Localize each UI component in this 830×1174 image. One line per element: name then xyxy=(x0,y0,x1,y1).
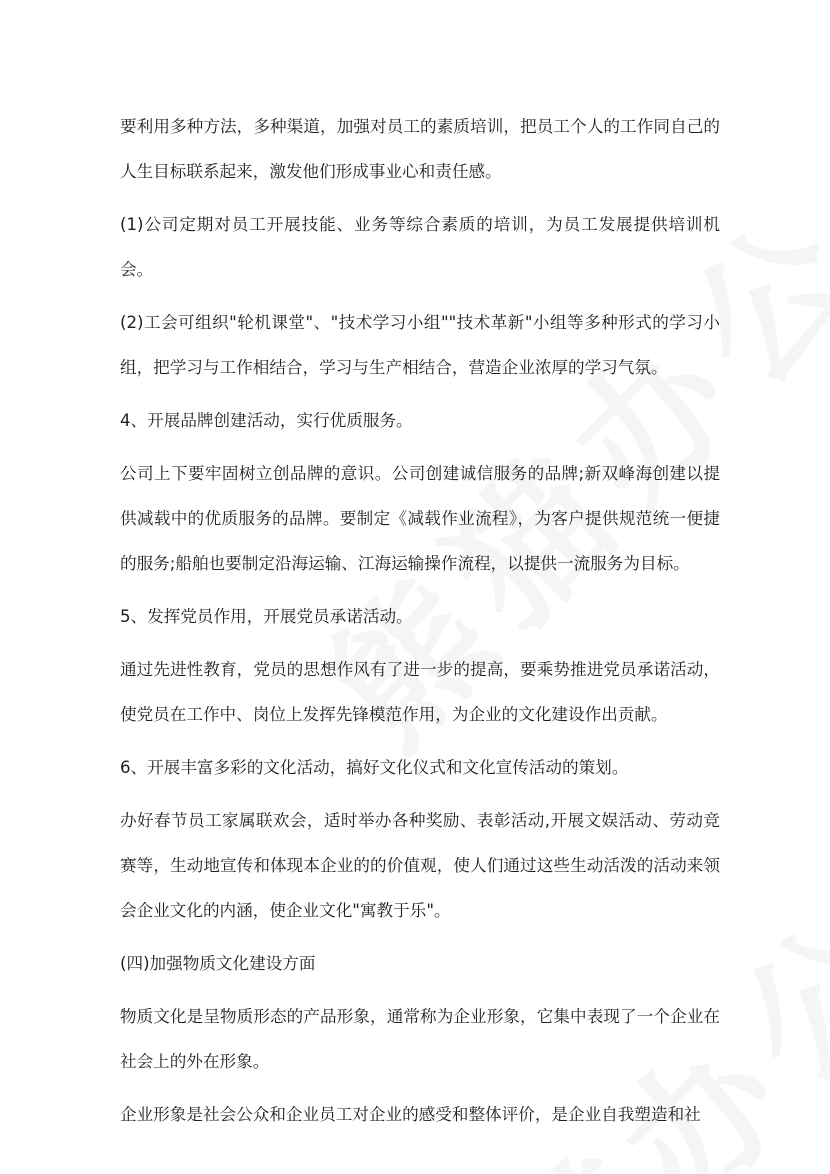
paragraph: (2)工会可组织"轮机课堂"、"技术学习小组""技术革新"小组等多种形式的学习小组，把学习与工作相结合，学习与生产相结合，营造企业浓厚的学习气氛。 xyxy=(120,313,720,377)
section-heading: 6、开展丰富多彩的文化活动，搞好文化仪式和文化宣传活动的策划。 xyxy=(120,758,629,777)
paragraph: 物质文化是呈物质形态的产品形象，通常称为企业形象，它集中表现了一个企业在社会上的外在形象。 xyxy=(120,1007,720,1071)
paragraph: 公司上下要牢固树立创品牌的意识。公司创建诚信服务的品牌;新双峰海创建以提供减载中的优质服务的品牌。要制定《减载作业流程》，为客户提供规范统一便捷的服务;船舶也要制定沿海运输、江海运输操作流程，以提供一流服务为目标。 xyxy=(120,464,720,573)
document-body xyxy=(120,104,720,1145)
paragraph: (1)公司定期对员工开展技能、业务等综合素质的培训，为员工发展提供培训机会。 xyxy=(120,215,720,279)
paragraph: 企业形象是社会公众和企业员工对企业的感受和整体评价，是企业自我塑造和社 xyxy=(120,1105,701,1124)
paragraph: 办好春节员工家属联欢会，适时举办各种奖励、表彰活动,开展文娱活动、劳动竞赛等，生动地宣传和体现本企业的的价值观，使人们通过这些生动活泼的活动来领会企业文化的内涵，使企业文化"寓教于乐"。 xyxy=(120,811,720,920)
section-heading: (四)加强物质文化建设方面 xyxy=(120,954,316,973)
section-heading: 5、发挥党员作用，开展党员承诺活动。 xyxy=(120,607,413,626)
paragraph: 通过先进性教育，党员的思想作风有了进一步的提高，要乘势推进党员承诺活动，使党员在工作中、岗位上发挥先锋模范作用，为企业的文化建设作出贡献。 xyxy=(120,660,720,724)
section-heading: 4、开展品牌创建活动，实行优质服务。 xyxy=(120,411,413,430)
paragraph: 要利用多种方法，多种渠道，加强对员工的素质培训，把员工个人的工作同自己的人生目标联系起来，激发他们形成事业心和责任感。 xyxy=(120,117,720,181)
